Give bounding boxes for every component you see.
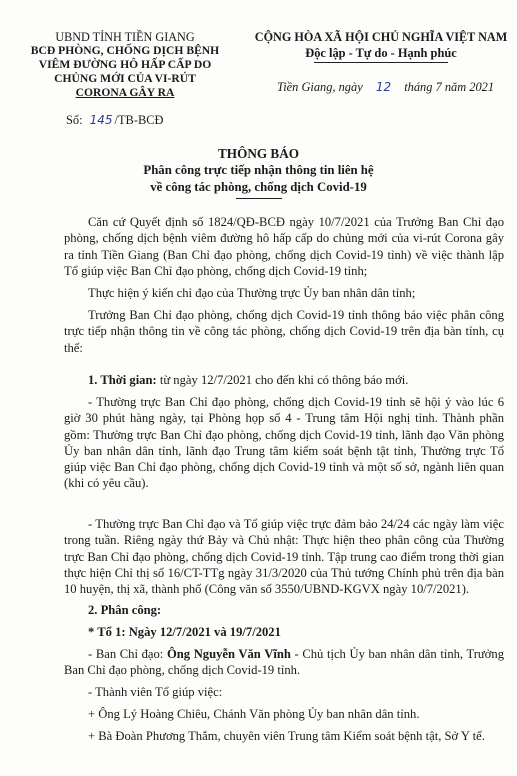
issuer-block	[20, 30, 230, 100]
paragraph-duty-schedule: - Thường trực Ban Chỉ đạo và Tổ giúp việc trực đảm bảo 24/24 các ngày làm việc trong tuần. Riêng ngày thứ Bảy và Chủ nhật: Thực hiện theo phân công của Thường trực Ban Chỉ đạo phòng, chống dịch Covid-19 tỉnh. Tập trung cao điểm trong thời gian thực hiện Chỉ thị số 16/CT-TTg ngày 31/3/2020 của Thủ tướng Chính phủ trên địa bàn 10 huyện, thị xã, thành phố (Công văn số 3550/UBND-KGVX ngày 10/7/2021).	[64, 517, 504, 597]
date-handwritten: 12	[375, 80, 392, 94]
paragraph-steering-committee: - Ban Chỉ đạo: Ông Nguyễn Văn Vĩnh - Chủ tịch Ủy ban nhân dân tỉnh, Trưởng Ban Chỉ đạo phòng, chống dịch Covid-19 tỉnh.	[64, 647, 505, 678]
team-1-heading: * Tổ 1: Ngày 12/7/2021 và 19/7/2021	[88, 625, 281, 639]
title-underline	[236, 198, 282, 199]
members-heading: - Thành viên Tổ giúp việc:	[88, 685, 223, 699]
paragraph-legal-basis: Căn cứ Quyết định số 1824/QĐ-BCĐ ngày 10/7/2021 của Trưởng Ban Chỉ đạo phòng, chống dịch bệnh viêm đường hô hấp cấp do chủng mới của vi-rút Corona gây ra tỉnh Tiền Giang (Ban Chỉ đạo phòng, chống dịch Covid-19 tỉnh) về việc thành lập Tổ giúp việc Ban Chỉ đạo phòng, chống dịch Covid-19 tỉnh;	[64, 215, 504, 278]
issuer-line-3: VIÊM ĐƯỜNG HÔ HẤP CẤP DO	[38, 58, 212, 71]
issuer-line-4: CHỦNG MỚI CỦA VI-RÚT	[54, 72, 196, 85]
member-1: + Ông Lý Hoàng Chiêu, Chánh Văn phòng Ủy ban nhân dân tỉnh.	[88, 707, 420, 721]
issuer-line-2: BCĐ PHÒNG, CHỐNG DỊCH BỆNH	[30, 44, 220, 57]
section-time	[64, 372, 504, 388]
date-suffix: tháng 7 năm 2021	[404, 80, 495, 94]
paragraph-direction: Thực hiện ý kiến chỉ đạo của Thường trực Ủy ban nhân dân tỉnh;	[88, 286, 416, 300]
paragraph-announcement: Trưởng Ban Chỉ đạo phòng, chống dịch Covid-19 tỉnh thông báo việc phân công trực tiếp nhận thông tin về công tác phòng, chống dịch Covid-19 trên địa bàn tỉnh, cụ thể:	[64, 308, 504, 355]
notice-subtitle-1: Phân công trực tiếp nhận thông tin liên hệ	[143, 163, 374, 177]
place-date	[277, 80, 494, 95]
motto-underline	[314, 62, 448, 63]
national-title: CỘNG HÒA XÃ HỘI CHỦ NGHĨA VIỆT NAM	[254, 30, 508, 44]
number-prefix: Số:	[66, 113, 83, 127]
number-handwritten: 145	[89, 113, 113, 127]
paragraph-daily-meeting: - Thường trực Ban Chỉ đạo phòng, chống dịch Covid-19 tỉnh sẽ hội ý vào lúc 6 giờ 30 phút hàng ngày, tại Phòng họp số 4 - Trung tâm Hội nghị tỉnh. Thành phần gồm: Thường trực Ban Chỉ đạo phòng, chống dịch Covid-19 tỉnh, lãnh đạo Văn phòng Ủy ban nhân dân tỉnh, lãnh đạo Trung tâm kiểm soát bệnh tật tỉnh, Thường trực Tổ giúp việc Ban Chỉ đạo phòng, chống dịch Covid-19 tỉnh và một số sở, ngành liên quan (khi có yêu cầu).	[64, 395, 504, 491]
section-time-label: 1. Thời gian:	[88, 373, 157, 387]
section-assignment: 2. Phân công:	[88, 603, 162, 617]
section-time-text: từ ngày 12/7/2021 cho đến khi có thông báo mới.	[156, 373, 409, 387]
national-motto: Độc lập - Tự do - Hạnh phúc	[305, 46, 457, 60]
notice-subtitle-2: về công tác phòng, chống dịch Covid-19	[150, 180, 367, 194]
chairman-name: Ông Nguyễn Văn Vĩnh	[166, 647, 291, 661]
member-2: + Bà Đoàn Phương Thắm, chuyên viên Trung tâm Kiểm soát bệnh tật, Sở Y tế.	[88, 729, 485, 743]
number-suffix: /TB-BCĐ	[114, 113, 164, 127]
issuer-line-1: UBND TỈNH TIỀN GIANG	[55, 30, 195, 44]
issuer-line-5: CORONA GÂY RA	[75, 86, 175, 99]
notice-title: THÔNG BÁO	[218, 146, 299, 161]
date-prefix: Tiền Giang, ngày	[277, 80, 363, 94]
document-number	[66, 113, 163, 128]
